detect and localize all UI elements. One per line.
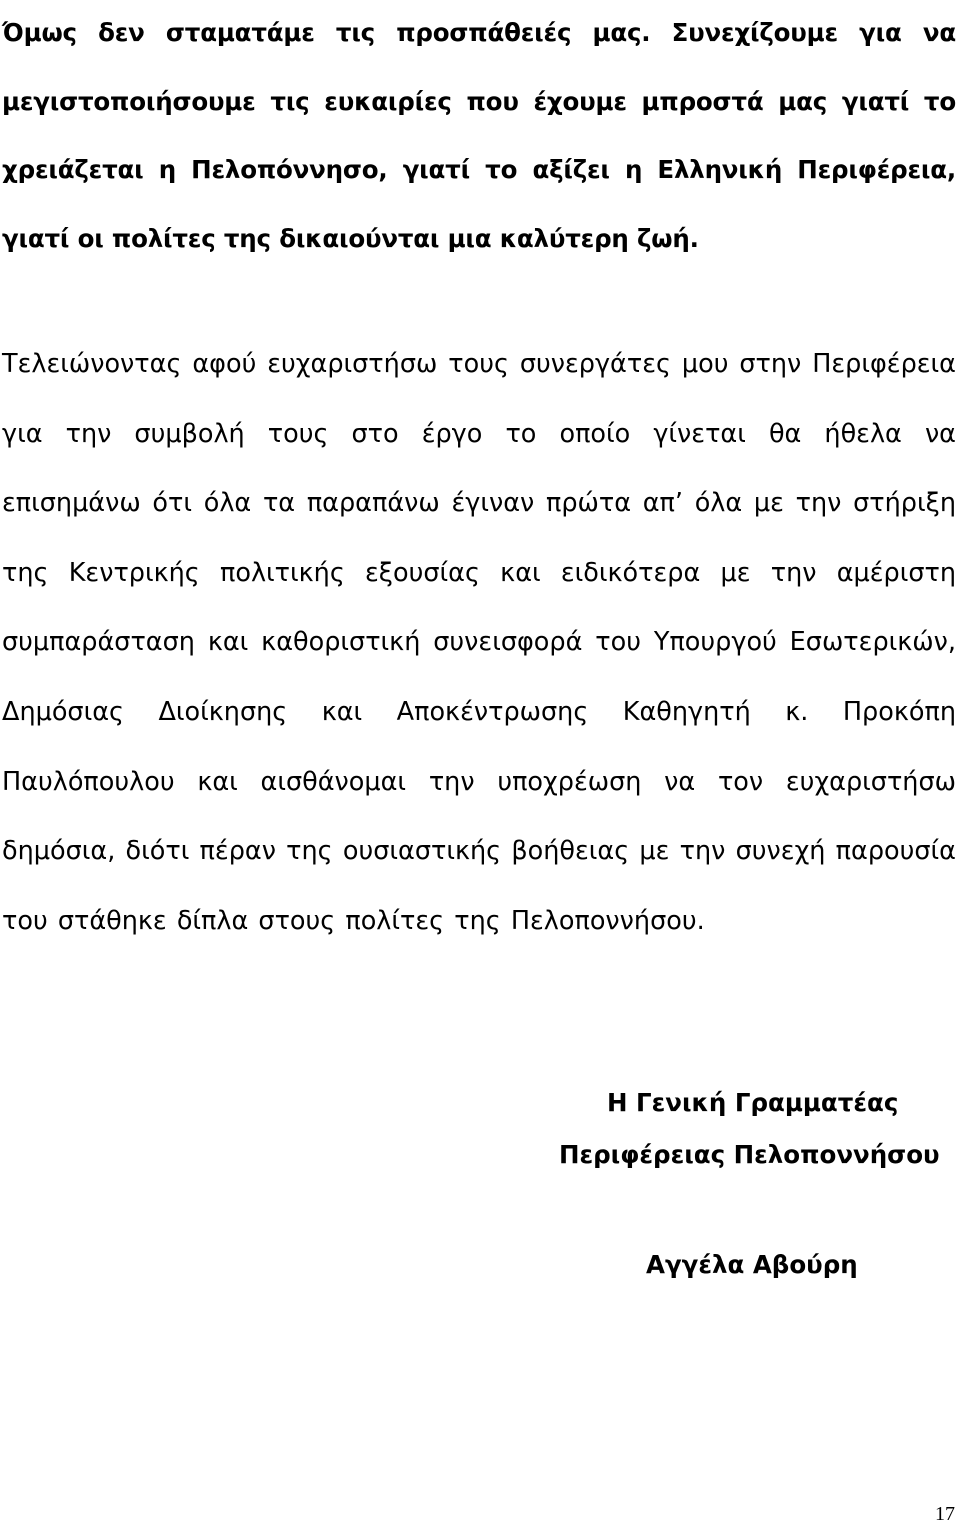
signature-title-line-2: Περιφέρειας Πελοποννήσου	[559, 1140, 940, 1169]
signature-name: Αγγέλα Αβούρη	[646, 1250, 858, 1279]
acknowledgements-paragraph: Τελειώνοντας αφού ευχαριστήσω τους συνεργάτες μου στην Περιφέρεια για την συμβολή τους στο έργο το οποίο γίνεται θα ήθελα να επισημάνω ότι όλα τα παραπάνω έγιναν πρώτα απ’ όλα με την στήριξη της Κεντρικής πολιτικής εξουσίας και ειδικότερα με την αμέριστη συμπαράσταση και καθοριστική συνεισφορά του Υπουργού Εσωτερικών, Δημόσιας Διοίκησης και Αποκέντρωσης Καθηγητή κ. Προκόπη Παυλόπουλου και αισθάνομαι την υποχρέωση να τον ευχαριστήσω δημόσια, διότι πέραν της ουσιαστικής βοήθειας με την συνεχή παρουσία του στάθηκε δίπλα στους πολίτες της Πελοποννήσου.	[2, 349, 956, 936]
signature-title-line-1: Η Γενική Γραμματέας	[607, 1088, 899, 1117]
page-number: 17	[935, 1503, 955, 1525]
closing-paragraph-bold: Όμως δεν σταματάμε τις προσπάθειές μας. Συνεχίζουμε για να μεγιστοποιήσουμε τις ευκαιρίες που έχουμε μπροστά μας γιατί το χρειάζεται η Πελοπόννησο, γιατί το αξίζει η Ελληνική Περιφέρεια, γιατί οι πολίτες της δικαιούνται μια καλύτερη ζωή.	[2, 18, 956, 253]
